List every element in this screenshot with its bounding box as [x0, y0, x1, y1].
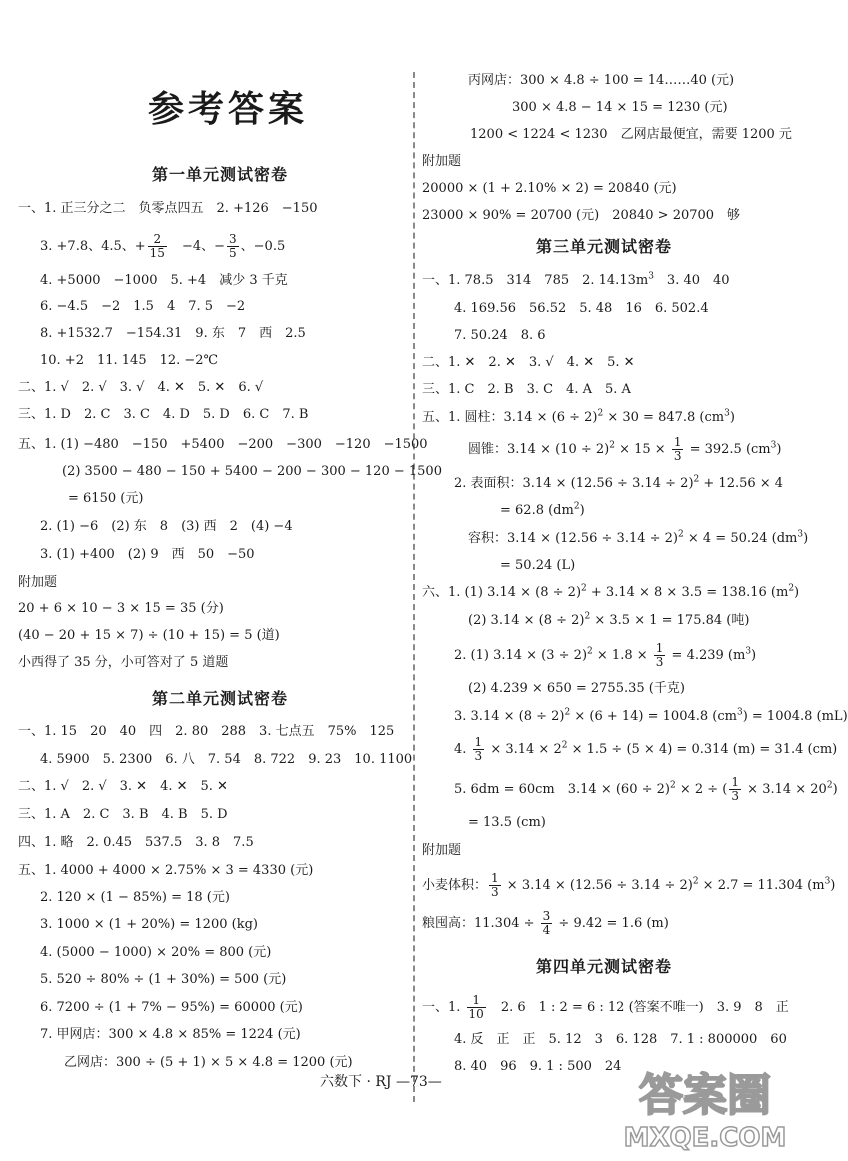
unit2-heading: 第二单元测试密卷	[152, 689, 289, 708]
unit1-heading: 第一单元测试密卷	[152, 165, 289, 184]
u3-line: 5. 6dm = 60cm $3.14 \times (60 \div 2)^2 \times 2$ ÷ ( $\frac{1}{3}$ × $3.14 \times 20^2$)	[454, 775, 838, 803]
u4-line: 4. 反 正 正 5. 12 3 6. 128 7. 1 : 800000 60	[454, 1032, 787, 1047]
u3-line: (2) $3.14 \times (8 \div 2)^2 \times 3.5 \times 1 = 175.84$ (吨)	[468, 611, 750, 628]
u2-line: 三、1. A 2. C 3. B 4. B 5. D	[18, 807, 228, 822]
u1-line: (2) 3500 − 480 − 150 + 5400 − 200 − 300 − 120 − 1500	[62, 464, 442, 479]
u1-line: 3. (1) +400 (2) 9 西 50 −50	[40, 547, 255, 562]
u3-line: 4. $\frac{1}{3}$ × $3.14 \times 2^2 \times 1.5 \div (5 \times 4) = 0.314$ (m) = 31.4 (cm)	[454, 735, 838, 763]
column-divider	[413, 72, 415, 1102]
u3-line: 小麦体积： $\frac{1}{3}$ × $3.14 \times (12.56 \div 3.14 \div 2)^2 \times 2.7 = 11.304$ $(m^3)$	[422, 871, 836, 899]
u1-line: 2. (1) −6 (2) 东 8 (3) 西 2 (4) −4	[40, 519, 293, 534]
u3-line: = 62.8 $(dm^2)$	[500, 501, 585, 518]
u1-line: 8. +1532.7 −154.31 9. 东 7 西 2.5	[40, 326, 306, 341]
u2-line: 丙网店：300 × 4.8 ÷ 100 = 14……40 (元)	[468, 73, 735, 88]
fraction: $\frac{3}{4}$	[542, 909, 551, 937]
unit3-heading: 第三单元测试密卷	[536, 237, 673, 256]
fraction: $\frac{1}{3}$	[655, 641, 664, 669]
u3-line: 二、1. ✕ 2. ✕ 3. √ 4. ✕ 5. ✕	[422, 355, 635, 370]
u2-line: 300 × 4.8 − 14 × 15 = 1230 (元)	[512, 100, 728, 115]
u2-line: 20000 × (1 + 2.10% × 2) = 20840 (元)	[422, 181, 677, 196]
u3-line: 附加题	[422, 843, 462, 858]
u2-line: 四、1. 略 2. 0.45 537.5 3. 8 7.5	[18, 835, 254, 850]
u3-line: 六、1. (1) $3.14 \times (8 \div 2)^2 + 3.14 \times 8 \times 3.5 = 138.16$ $(m^2)$	[422, 583, 800, 600]
fraction: $\frac{3}{5}$	[229, 232, 237, 260]
watermark-logo	[620, 1062, 790, 1154]
u1-line: 一、1. 正三分之二 负零点四五 2. +126 −150	[18, 201, 318, 216]
u3-line: 五、1. 圆柱：$3.14 \times (6 \div 2)^2 \times 30 = 847.8$ $(cm^3)$	[422, 408, 735, 425]
u1-line: 附加题	[18, 575, 58, 590]
u2-line: 2. 120 × (1 − 85%) = 18 (元)	[40, 890, 230, 905]
page-footer: 六数下 · RJ —73—	[320, 1074, 442, 1090]
u2-line: 二、1. √ 2. √ 3. ✕ 4. ✕ 5. ✕	[18, 779, 228, 794]
u2-line: 7. 甲网店：300 × 4.8 × 85% = 1224 (元)	[40, 1027, 301, 1042]
u1-line: 三、1. D 2. C 3. C 4. D 5. D 6. C 7. B	[18, 407, 309, 422]
u2-line: 五、1. 4000 + 4000 × 2.75% × 3 = 4330 (元)	[18, 863, 314, 878]
u3-line: 4. 169.56 56.52 5. 48 16 6. 502.4	[454, 301, 709, 316]
u2-line: 3. 1000 × (1 + 20%) = 1200 (kg)	[40, 917, 258, 932]
u2-line: 6. 7200 ÷ (1 + 7% − 95%) = 60000 (元)	[40, 1000, 303, 1015]
fraction: $\frac{1}{3}$	[731, 775, 740, 803]
u3-line: 2. 表面积：$3.14 \times (12.56 \div 3.14 \div 2)^2 + 12.56 \times 4$	[454, 474, 784, 491]
u1-line: 二、1. √ 2. √ 3. √ 4. ✕ 5. ✕ 6. √	[18, 380, 264, 395]
u2-line: 附加题	[422, 154, 462, 169]
u3-line: 7. 50.24 8. 6	[454, 328, 546, 343]
u2-line: 4. (5000 − 1000) × 20% = 800 (元)	[40, 945, 272, 960]
watermark-text: 答案圈	[639, 1070, 771, 1121]
fraction: $\frac{1}{10}$	[468, 993, 484, 1021]
u2-line: 一、1. 15 20 40 四 2. 80 288 3. 七点五 75% 125	[18, 724, 395, 739]
page-title: 参考答案	[148, 88, 309, 130]
u1-line: 6. −4.5 −2 1.5 4 7. 5 −2	[40, 299, 246, 314]
u3-line: 圆锥：$3.14 \times (10 \div 2)^2 \times 15$ × $\frac{1}{3}$ = 392.5 $(cm^3)$	[468, 435, 782, 463]
u4-line: 一、1. $\frac{1}{10}$ 2. 6 1 : 2 = 6 : 12 (答案不唯一) 3. 9 8 正	[422, 993, 789, 1021]
u1-line: 3. +7.8、4.5、+ $\frac{2}{15}$ −4、− $\frac{3}{5}$ 、−0.5	[40, 232, 286, 260]
fraction: $\frac{2}{15}$	[149, 232, 165, 260]
u1-line: 10. +2 11. 145 12. −2℃	[40, 353, 219, 368]
u1-line: = 6150 (元)	[68, 491, 144, 506]
u3-line: (2) 4.239 × 650 = 2755.35 (千克)	[468, 681, 685, 696]
u1-line: 4. +5000 −1000 5. +4 减少 3 千克	[40, 273, 288, 288]
u2-line: 1200 < 1224 < 1230 乙网店最便宜，需要 1200 元	[470, 127, 792, 142]
u2-line: 5. 520 ÷ 80% ÷ (1 + 30%) = 500 (元)	[40, 972, 287, 987]
u1-line: 小西得了 35 分，小可答对了 5 道题	[18, 655, 229, 670]
u4-line: 8. 40 96 9. 1 : 500 24	[454, 1059, 622, 1074]
u2-line: 23000 × 90% = 20700 (元) 20840 > 20700 够	[422, 208, 741, 223]
u3-line: 2. (1) $3.14 \times (3 \div 2)^2 \times 1.8$ × $\frac{1}{3}$ = 4.239 $(m^3)$	[454, 641, 757, 669]
fraction: $\frac{1}{3}$	[491, 871, 499, 899]
u1-line: (40 − 20 + 15 × 7) ÷ (10 + 15) = 5 (道)	[18, 628, 280, 643]
fraction: $\frac{1}{3}$	[474, 735, 483, 763]
u3-line: = 50.24 (L)	[500, 558, 576, 573]
u3-line: = 13.5 (cm)	[468, 815, 546, 830]
u3-line: 三、1. C 2. B 3. C 4. A 5. A	[422, 382, 631, 397]
u3-line: 一、1. 78.5 314 785 2. $14.13m^3$ 3. 40 40	[422, 271, 730, 288]
u1-line: 20 + 6 × 10 − 3 × 15 = 35 (分)	[18, 601, 224, 616]
unit4-heading: 第四单元测试密卷	[536, 957, 673, 976]
u3-line: 容积：$3.14 \times (12.56 \div 3.14 \div 2)^2 \times 4 = 50.24$ $(dm^3)$	[468, 529, 809, 546]
u3-line: 3. $3.14 \times (8 \div 2)^2 \times (6 + 14) = 1004.8$ $(cm^3) = 1004.8$ (mL)	[454, 707, 848, 724]
watermark-url: MXQE.COM	[623, 1123, 787, 1153]
u1-line: 五、1. (1) −480 −150 +5400 −200 −300 −120 −1500	[18, 437, 428, 452]
u2-line: 乙网店：300 ÷ (5 + 1) × 5 × 4.8 = 1200 (元)	[64, 1055, 353, 1070]
fraction: $\frac{1}{3}$	[673, 435, 682, 463]
u3-line: 粮囤高：11.304 ÷ $\frac{3}{4}$ ÷ 9.42 = 1.6 (m)	[422, 909, 669, 937]
u2-line: 4. 5900 5. 2300 6. 八 7. 54 8. 722 9. 23 10. 1100	[40, 752, 413, 767]
